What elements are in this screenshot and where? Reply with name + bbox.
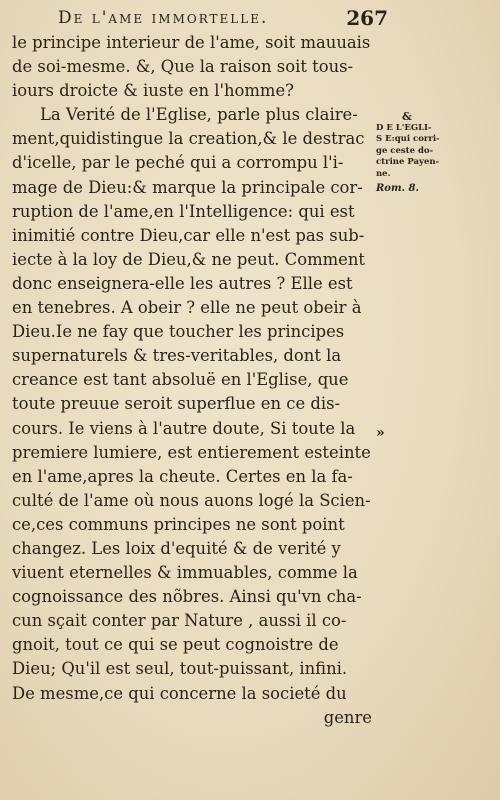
running-head xyxy=(58,6,388,32)
text-line: en l'ame,apres la cheute. Certes en la fa- xyxy=(12,466,353,486)
margin-note-reference xyxy=(376,183,496,195)
body-text xyxy=(12,31,372,730)
margin-note-line: Rom. 8. xyxy=(376,183,419,194)
text-line: iours droicte & iuste en l'homme? xyxy=(12,81,294,101)
text-line: supernaturels & tres-veritables, dont la xyxy=(12,346,342,366)
text-line: de soi-mesme. &, Que la raison soit tous- xyxy=(12,57,354,77)
margin-note-line: S E:qui corri- xyxy=(376,134,440,144)
margin-note-line: » xyxy=(376,425,385,441)
text-line: d'icelle, par le peché qui a corrompu l'i- xyxy=(12,153,344,173)
text-line: cun sçait conter par Nature , aussi il co- xyxy=(12,611,347,631)
margin-note-line: ge ceste do- xyxy=(376,145,434,156)
margin-note-line: & xyxy=(402,110,412,123)
margin-note-line: D E L'EGLI- xyxy=(376,122,432,133)
text-line: cognoissance des nõbres. Ainsi qu'vn cha- xyxy=(12,587,362,607)
text-line: le principe interieur de l'ame, soit mauuais xyxy=(12,33,371,52)
text-line: en tenebres. A obeir ? elle ne peut obeir à xyxy=(12,298,362,318)
text-line: toute preuue seroit superflue en ce dis- xyxy=(12,394,341,414)
margin-note-church xyxy=(376,111,496,180)
margin-note-quote-mark xyxy=(376,425,496,441)
text-line: ce,ces communs principes ne sont point xyxy=(12,514,345,534)
text-line: culté de l'ame où nous auons logé la Scien- xyxy=(12,490,371,510)
text-line: Dieu.Ie ne fay que toucher les principes xyxy=(12,322,345,342)
text-line: De mesme,ce qui concerne la societé du xyxy=(12,683,347,703)
text-line: ment,quidistingue la creation,& le destrac xyxy=(12,129,365,149)
margin-note-line: ctrine Payen- xyxy=(376,157,440,167)
catchword: genre xyxy=(323,707,372,727)
text-line: creance est tant absoluë en l'Eglise, que xyxy=(12,370,349,390)
text-line: premiere lumiere, est entierement esteinte xyxy=(12,442,371,462)
running-title: De l'ame immortelle. xyxy=(58,8,269,28)
text-line: changez. Les loix d'equité & de verité y xyxy=(12,538,341,558)
text-line: iecte à la loy de Dieu,& ne peut. Comment xyxy=(12,249,366,269)
text-line: viuent eternelles & immuables, comme la xyxy=(12,563,358,583)
text-line: donc enseignera-elle les autres ? Elle est xyxy=(12,273,353,293)
text-line: Dieu; Qu'il est seul, tout-puissant, infini. xyxy=(12,659,348,679)
text-line: gnoit, tout ce qui se peut cognoistre de xyxy=(12,635,339,655)
text-line: mage de Dieu:& marque la principale cor- xyxy=(12,177,363,197)
text-line: ruption de l'ame,en l'Intelligence: qui est xyxy=(12,201,355,221)
text-line: inimitié contre Dieu,car elle n'est pas sub- xyxy=(12,225,365,245)
paragraph-start-line: La Verité de l'Eglise, parle plus claire- xyxy=(40,105,358,125)
page-number: 267 xyxy=(346,6,388,30)
text-line: cours. Ie viens à l'autre doute, Si toute la xyxy=(12,418,356,438)
margin-note-line: ne. xyxy=(376,168,391,179)
